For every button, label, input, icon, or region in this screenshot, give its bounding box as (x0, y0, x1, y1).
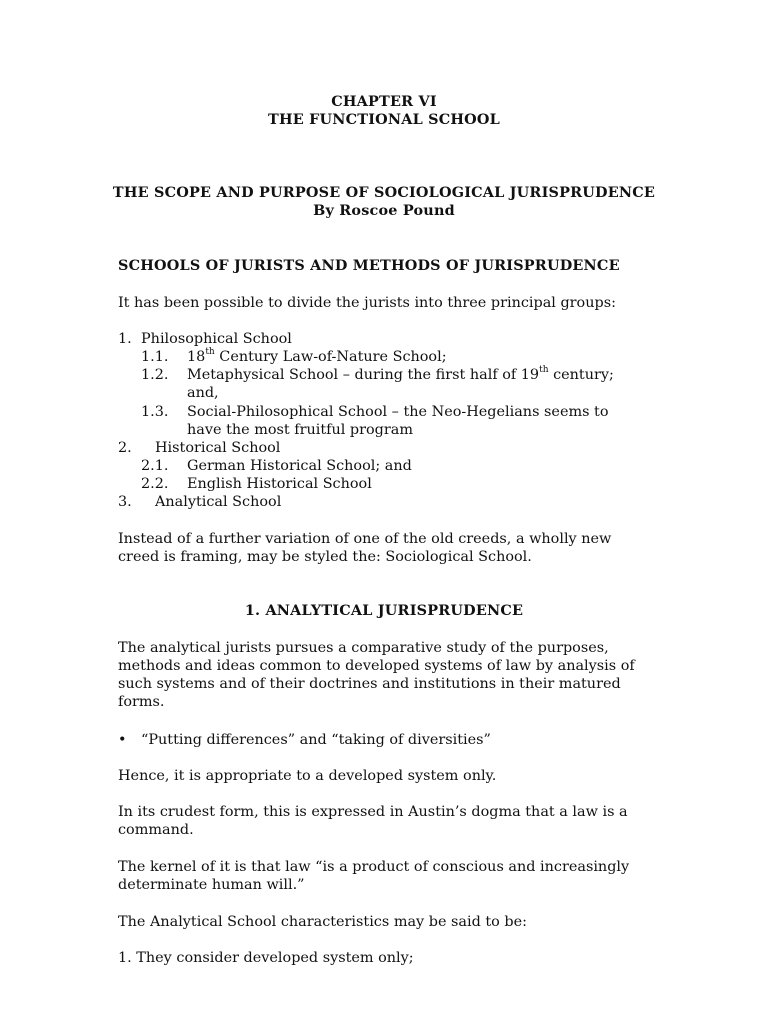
hence-paragraph: Hence, it is appropriate to a developed system only. (118, 768, 497, 784)
chapter-number: CHAPTER VI (331, 93, 437, 110)
outline-label-social-philosophical: Social-Philosophical School – the Neo-Hegelians seems to (187, 404, 609, 420)
crudest-paragraph-line: In its crudest form, this is expressed in Austin’s dogma that a law is a (118, 804, 628, 820)
outline-label-law-of-nature (187, 348, 447, 366)
outline-label-metaphysical (187, 366, 614, 384)
outline-number: 3. (118, 494, 132, 510)
outline-number: 1. (118, 331, 132, 347)
variation-paragraph-line: Instead of a further variation of one of the old creeds, a wholly new (118, 531, 612, 547)
characteristic-item: 1. They consider developed system only; (118, 950, 414, 966)
analytical-paragraph-line: The analytical jurists pursues a comparative study of the purposes, (118, 640, 609, 656)
text-run: 18 (187, 349, 206, 365)
outline-number: 1.2. (141, 367, 169, 383)
outline-number: 2.1. (141, 458, 169, 474)
analytical-paragraph-line: forms. (118, 694, 165, 710)
outline-label-english: English Historical School (187, 476, 372, 492)
outline-number: 2.2. (141, 476, 169, 492)
analytical-heading: 1. ANALYTICAL JURISPRUDENCE (244, 602, 524, 619)
crudest-paragraph-line: command. (118, 822, 194, 838)
text-run: Century Law-of-Nature School; (214, 349, 447, 365)
superscript: th (205, 347, 215, 358)
kernel-paragraph-line: determinate human will.” (118, 877, 305, 893)
outline-number: 1.3. (141, 404, 169, 420)
bullet-text: “Putting differences” and “taking of diversities” (141, 732, 491, 748)
characteristics-paragraph: The Analytical School characteristics may be said to be: (118, 914, 528, 930)
intro-paragraph: It has been possible to divide the jurists into three principal groups: (118, 295, 616, 311)
outline-label-continuation: have the most fruitful program (187, 422, 413, 438)
superscript: th (539, 365, 549, 376)
text-run: Metaphysical School – during the first half of 19 (187, 367, 540, 383)
analytical-paragraph-line: methods and ideas common to developed systems of law by analysis of (118, 658, 635, 674)
text-run: century; (548, 367, 614, 383)
outline-label-philosophical: Philosophical School (141, 331, 292, 347)
section-heading: SCHOOLS OF JURISTS AND METHODS OF JURISPRUDENCE (118, 257, 620, 274)
variation-paragraph-line: creed is framing, may be styled the: Sociological School. (118, 549, 532, 565)
kernel-paragraph-line: The kernel of it is that law “is a product of conscious and increasingly (118, 859, 630, 875)
outline-number: 2. (118, 440, 132, 456)
essay-title: THE SCOPE AND PURPOSE OF SOCIOLOGICAL JURISPRUDENCE (112, 184, 656, 201)
outline-label-german: German Historical School; and (187, 458, 412, 474)
outline-label-continuation: and, (187, 385, 219, 401)
outline-label-analytical: Analytical School (155, 494, 282, 510)
analytical-paragraph-line: such systems and of their doctrines and institutions in their matured (118, 676, 621, 692)
essay-byline: By Roscoe Pound (313, 202, 455, 219)
outline-number: 1.1. (141, 349, 169, 365)
outline-label-historical: Historical School (155, 440, 281, 456)
chapter-title: THE FUNCTIONAL SCHOOL (268, 111, 500, 128)
bullet-glyph: • (118, 732, 127, 748)
